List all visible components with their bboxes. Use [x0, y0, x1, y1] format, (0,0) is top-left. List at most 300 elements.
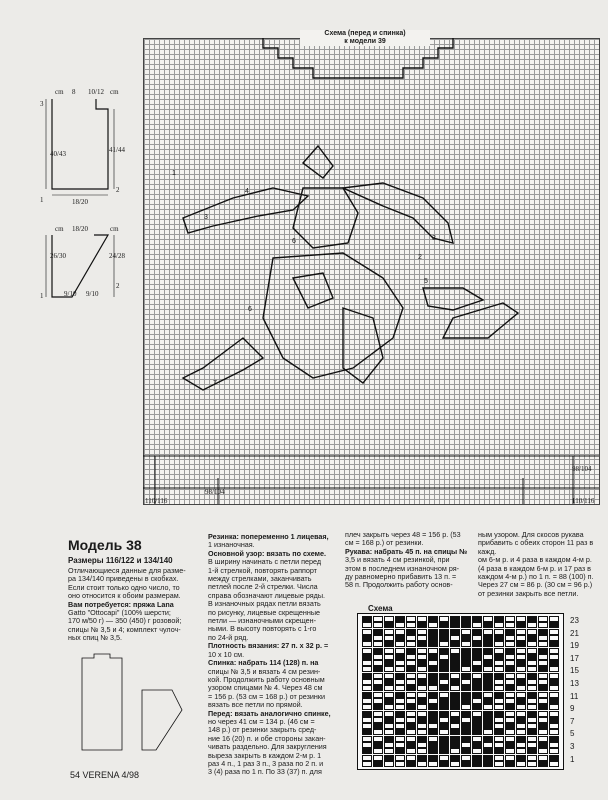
schema-cell [483, 673, 493, 679]
schema-cell [362, 654, 372, 660]
label-2: 2 [116, 186, 120, 194]
schema-cell [384, 616, 394, 622]
schema-cell [549, 641, 559, 647]
schema-cell [417, 622, 427, 628]
schema-cell [395, 717, 405, 723]
schema-cell [417, 748, 427, 754]
schema-cell [472, 704, 482, 710]
schema-cell [483, 660, 493, 666]
row-number: 5 [570, 729, 575, 739]
schema-cell [428, 698, 438, 704]
schema-cell [428, 641, 438, 647]
schema-cell [527, 704, 537, 710]
schema-cell [505, 641, 515, 647]
schema-cell [406, 723, 416, 729]
schema-cell [461, 648, 471, 654]
schema-cell [483, 635, 493, 641]
schema-cell [549, 673, 559, 679]
schema-cell [549, 729, 559, 735]
schema-cell [428, 673, 438, 679]
schema-cell [483, 648, 493, 654]
schema-cell [472, 736, 482, 742]
schema-cell [395, 622, 405, 628]
schema-cell [461, 711, 471, 717]
schema-cell [472, 616, 482, 622]
schema-cell [395, 748, 405, 754]
schema-cell [472, 755, 482, 761]
schema-cell [373, 648, 383, 654]
schema-cell [406, 635, 416, 641]
article-line: Вам потребуется: пряжа Lana [68, 599, 174, 609]
schema-cell [417, 692, 427, 698]
schema-cell [527, 685, 537, 691]
schema-cell [373, 692, 383, 698]
schema-cell [417, 679, 427, 685]
schema-cell [384, 692, 394, 698]
article-line: Gatto "Ottocapi" (100% шерсти; [68, 608, 171, 618]
schema-cell [395, 660, 405, 666]
article-line: 58 п. Продолжить работу основ- [345, 580, 453, 590]
schema-cell [362, 679, 372, 685]
schema-cell [439, 654, 449, 660]
schema-cell [516, 717, 526, 723]
label-9-10: 9/10 [86, 290, 99, 298]
schema-cell [395, 723, 405, 729]
schema-cell [384, 685, 394, 691]
schema-cell [406, 616, 416, 622]
article-line: ра 134/140 приведены в скобках. [68, 574, 179, 584]
schema-cell [450, 641, 460, 647]
schema-cell [417, 742, 427, 748]
schema-cell [549, 692, 559, 698]
schema-cell [450, 666, 460, 672]
label-cm: cm [110, 88, 119, 96]
article-column-4 [478, 531, 603, 598]
schema-cell [450, 742, 460, 748]
article-line: вязать все петли по прямой. [208, 700, 303, 710]
schema-cell [362, 641, 372, 647]
schema-cell [406, 685, 416, 691]
schema-cell [516, 635, 526, 641]
schema-cell [406, 729, 416, 735]
schema-cell [549, 742, 559, 748]
schema-cell [549, 698, 559, 704]
schema-cell [362, 629, 372, 635]
schema-cell [461, 629, 471, 635]
schema-cell [450, 629, 460, 635]
schema-cell [483, 679, 493, 685]
article-line: между стрелками, заканчивать [208, 574, 312, 584]
schema-cell [395, 685, 405, 691]
schema-cell [549, 616, 559, 622]
schema-cell [483, 698, 493, 704]
schema-cell [439, 616, 449, 622]
article-line: плеч закрыть через 48 = 156 р. (53 [345, 530, 461, 539]
schema-cell [428, 660, 438, 666]
schema-cell [483, 666, 493, 672]
schema-cell [527, 736, 537, 742]
schema-label: Схема [368, 604, 393, 613]
schema-cell [483, 729, 493, 735]
schema-cell [406, 666, 416, 672]
schema-cell [516, 755, 526, 761]
row-number: 15 [570, 666, 579, 676]
motif-number: 4 [245, 188, 249, 195]
schema-cell [450, 748, 460, 754]
schema-cell [362, 673, 372, 679]
schema-cell [527, 723, 537, 729]
label-1: 1 [40, 196, 44, 204]
schema-cell [527, 648, 537, 654]
schema-cell [527, 673, 537, 679]
schema-cell [549, 622, 559, 628]
schema-cell [362, 635, 372, 641]
row-number: 1 [570, 754, 575, 764]
article-line: ом 6-м р. и 4 раза в каждом 4-м р. [478, 555, 592, 565]
schema-cell [417, 641, 427, 647]
schema-cell [395, 729, 405, 735]
schema-cell [395, 616, 405, 622]
schema-cell [395, 761, 405, 767]
schema-cell [505, 704, 515, 710]
schema-cell [384, 711, 394, 717]
article-line: кой. Продолжить работу основным [208, 674, 325, 684]
schema-cell [461, 736, 471, 742]
schema-cell [516, 666, 526, 672]
schema-cell [406, 673, 416, 679]
schema-cell [417, 717, 427, 723]
article-line: 148 р.) от резинки закрыть сред- [208, 725, 317, 735]
schema-cell [373, 711, 383, 717]
schema-cell [538, 685, 548, 691]
schema-cell [494, 654, 504, 660]
schema-cell [395, 736, 405, 742]
schema-cell [549, 666, 559, 672]
piece-dimensions-diagram [72, 650, 206, 760]
schema-cell [516, 729, 526, 735]
schema-cell [505, 679, 515, 685]
schema-cell [472, 742, 482, 748]
schema-cell [549, 723, 559, 729]
schema-cell [538, 742, 548, 748]
schema-cell [428, 729, 438, 735]
schema-cell [538, 723, 548, 729]
schema-cell [505, 723, 515, 729]
schema-cell [384, 698, 394, 704]
article-line: Рукава: набрать 45 п. на спицы № [345, 546, 468, 556]
schema-cell [395, 641, 405, 647]
schema-cell [417, 629, 427, 635]
schema-cell [461, 685, 471, 691]
article-line: по рисунку, лицевые скрещенные [208, 607, 321, 617]
schema-cell [362, 685, 372, 691]
schema-cell [384, 736, 394, 742]
schema-cell [538, 736, 548, 742]
schema-cell [461, 717, 471, 723]
schema-cell [483, 755, 493, 761]
schema-cell [505, 761, 515, 767]
schema-cell [527, 748, 537, 754]
schema-cell [516, 698, 526, 704]
schema-cell [428, 704, 438, 710]
article-line: по 24-й ряд. [208, 632, 249, 642]
schema-cell [406, 698, 416, 704]
schema-cell [505, 748, 515, 754]
schema-cell [362, 704, 372, 710]
schema-cell [527, 654, 537, 660]
schema-cell [406, 736, 416, 742]
schema-cell [384, 660, 394, 666]
schema-cell [417, 660, 427, 666]
schema-cell [472, 654, 482, 660]
schema-cell [461, 692, 471, 698]
schema-cell [428, 692, 438, 698]
schema-cell [538, 755, 548, 761]
schema-cell [538, 629, 548, 635]
row-number: 17 [570, 653, 579, 663]
schema-cell [450, 698, 460, 704]
schema-cell [373, 736, 383, 742]
schema-cell [406, 648, 416, 654]
schema-cell [538, 673, 548, 679]
schema-cell [505, 698, 515, 704]
schema-cell [472, 692, 482, 698]
schema-cell [450, 616, 460, 622]
schema-cell [483, 711, 493, 717]
article-line: выреза закрыть в каждом 2-м р. 1 [208, 750, 322, 760]
schema-cell [417, 729, 427, 735]
schema-cell [406, 704, 416, 710]
label-110-116: 110/116 [572, 497, 595, 505]
schema-cell [516, 742, 526, 748]
article-line: каждом 4-м р.) по 1 п. = 88 (100) п. [478, 572, 594, 582]
schema-cell [439, 755, 449, 761]
schema-cell [494, 616, 504, 622]
schema-cell [538, 635, 548, 641]
schema-cell [439, 761, 449, 767]
schema-cell [461, 755, 471, 761]
schema-cell [505, 629, 515, 635]
schema-cell [406, 622, 416, 628]
schema-cell [362, 616, 372, 622]
schema-cell [494, 666, 504, 672]
schema-cell [395, 742, 405, 748]
schema-cell [505, 717, 515, 723]
schema-cell [450, 679, 460, 685]
schema-cell [516, 629, 526, 635]
schema-cell [428, 679, 438, 685]
schema-cell [538, 641, 548, 647]
schema-cell [527, 641, 537, 647]
schema-cell [494, 635, 504, 641]
label-26-30: 26/30 [50, 252, 66, 260]
schema-cell [461, 654, 471, 660]
schema-cell [406, 711, 416, 717]
schema-cell [406, 629, 416, 635]
schema-cell [505, 616, 515, 622]
schema-cell [483, 723, 493, 729]
schema-cell [362, 711, 372, 717]
schema-cell [428, 629, 438, 635]
hare-mid [293, 273, 333, 308]
schema-cell [406, 654, 416, 660]
schema-cell [450, 685, 460, 691]
schema-cell [472, 723, 482, 729]
schema-cell [439, 698, 449, 704]
schema-cell [417, 755, 427, 761]
schema-cell [527, 679, 537, 685]
schema-cell [472, 729, 482, 735]
schema-cell [516, 704, 526, 710]
schema-cell [395, 635, 405, 641]
schema-cell [494, 692, 504, 698]
schema-cell [395, 711, 405, 717]
schema-cell [516, 622, 526, 628]
schema-cell [439, 622, 449, 628]
schema-cell [373, 723, 383, 729]
schema-cell [472, 679, 482, 685]
motif-number: 5 [424, 278, 428, 285]
schema-cell [527, 660, 537, 666]
article-column-3 [345, 531, 475, 590]
schema-cell [494, 729, 504, 735]
schema-cell [406, 717, 416, 723]
row-number: 23 [570, 616, 579, 625]
schema-cell [516, 736, 526, 742]
schema-cell [373, 616, 383, 622]
schema-cell [527, 692, 537, 698]
schema-cell [549, 717, 559, 723]
schema-cell [516, 748, 526, 754]
schema-cell [549, 755, 559, 761]
schema-cell [494, 761, 504, 767]
article-line: петли — изнаночными скрещен- [208, 616, 317, 626]
label-41-44: 41/44 [109, 146, 125, 154]
schema-cell [505, 742, 515, 748]
motif-number: 6 [292, 238, 296, 245]
schema-cell [450, 736, 460, 742]
schema-cell [461, 641, 471, 647]
schema-cell [417, 635, 427, 641]
schema-cell [494, 704, 504, 710]
schema-cell [461, 723, 471, 729]
schema-cell [516, 660, 526, 666]
schema-cell [549, 685, 559, 691]
chart-caption [300, 30, 430, 46]
schema-cell [549, 679, 559, 685]
schema-cell [439, 704, 449, 710]
schema-cell [494, 660, 504, 666]
schema-cell [494, 698, 504, 704]
schema-cell [494, 742, 504, 748]
schema-cell [362, 729, 372, 735]
schema-cell [516, 641, 526, 647]
schema-cell [450, 717, 460, 723]
schema-cell [373, 673, 383, 679]
schema-cell [417, 723, 427, 729]
hare-head [293, 188, 358, 248]
schema-cell [439, 679, 449, 685]
article-line: ным узором. Для скосов рукава [478, 530, 584, 539]
schema-cell [450, 673, 460, 679]
schema-cell [494, 648, 504, 654]
schema-cell [461, 622, 471, 628]
schema-cell [373, 679, 383, 685]
schema-cell [472, 698, 482, 704]
schema-cell [373, 761, 383, 767]
label-3: 3 [40, 100, 44, 108]
schema-cell [472, 622, 482, 628]
schema-cell [417, 673, 427, 679]
schema-cell [395, 654, 405, 660]
schema-cell [505, 622, 515, 628]
schema-cell [428, 755, 438, 761]
schema-cell [538, 698, 548, 704]
schema-cell [549, 654, 559, 660]
schema-cell [362, 622, 372, 628]
schema-cell [384, 635, 394, 641]
schema-cell [538, 692, 548, 698]
schema-cell [483, 641, 493, 647]
schema-cell [417, 698, 427, 704]
label-10-12: 10/12 [88, 88, 104, 96]
hare-leg-right [423, 288, 483, 310]
article-line: от резинки закрыть все петли. [478, 588, 579, 598]
article-line: узором спицами № 4. Через 48 см [208, 683, 323, 693]
schema-cell [395, 666, 405, 672]
schema-cell [450, 692, 460, 698]
stitch-schema [357, 613, 564, 770]
article-line: прибавить с обеих сторон 11 раз в кажд. [478, 538, 594, 556]
schema-cell [373, 654, 383, 660]
schema-cell [516, 648, 526, 654]
schema-cell [505, 692, 515, 698]
row-number: 9 [570, 704, 575, 714]
schema-cell [538, 717, 548, 723]
schema-cell [384, 729, 394, 735]
schema-cell [472, 629, 482, 635]
schema-cell [450, 761, 460, 767]
article-line: (4 раза в каждом 6-м р. и 17 раз в [478, 563, 591, 573]
article-title: Модель 38 [68, 537, 142, 553]
schema-cell [439, 736, 449, 742]
schema-cell [439, 648, 449, 654]
schema-cell [373, 660, 383, 666]
schema-cell [439, 629, 449, 635]
schema-cell [483, 654, 493, 660]
schema-cell [384, 641, 394, 647]
schema-cell [439, 711, 449, 717]
schema-cell [428, 622, 438, 628]
label-cm: cm [110, 225, 119, 233]
schema-cell [428, 654, 438, 660]
schema-cell [428, 666, 438, 672]
schema-cell [373, 704, 383, 710]
motif-number: 3 [204, 214, 208, 221]
article-line: 3,5 и вязать 4 см резинкой, при [345, 555, 450, 565]
article-line: но через 41 см = 134 р. (46 см = [208, 716, 315, 726]
schema-cell [483, 742, 493, 748]
label-cm: cm [55, 225, 64, 233]
article-line: Если стоит только одно число, то [68, 582, 180, 592]
schema-cell [439, 641, 449, 647]
schema-cell [417, 666, 427, 672]
schema-cell [428, 742, 438, 748]
schema-cell [461, 698, 471, 704]
article-line: Через 27 см = 86 р. (30 см = 96 р.) [478, 580, 593, 590]
schema-cell [395, 698, 405, 704]
schema-cell [439, 723, 449, 729]
